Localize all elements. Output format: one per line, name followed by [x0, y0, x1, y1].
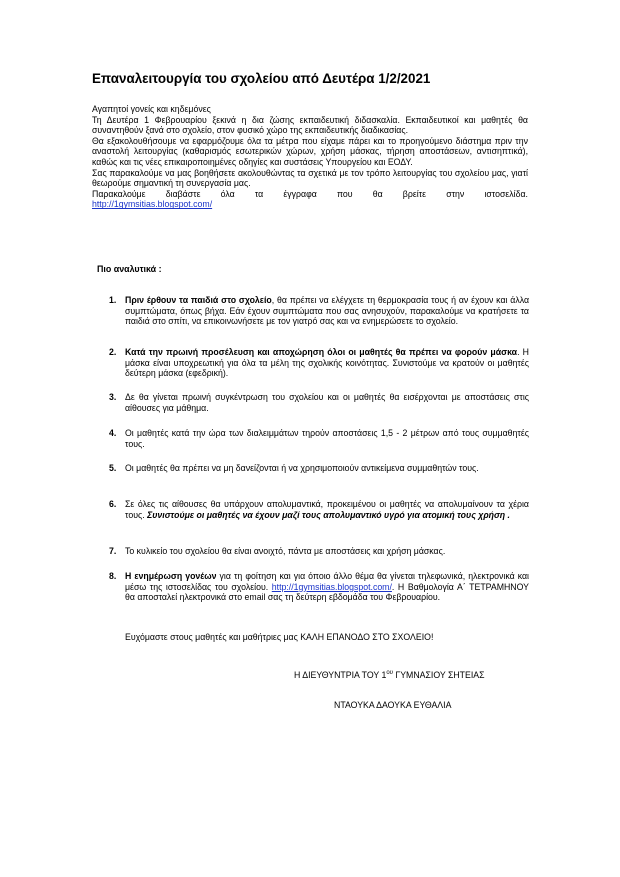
item-bold-text: Κατά την πρωινή προσέλευση και αποχώρηση όλοι οι μαθητές θα πρέπει να φορούν μάσκα: [125, 347, 518, 357]
item-number: 5.: [109, 463, 117, 473]
intro-paragraph: Θα εξακολουθήσουμε να εφαρμόζουμε όλα τα μέτρα που είχαμε πάρει και το προηγούμενο διάστημα πριν την αναστολή λειτουργίας (καθαρισμός εσωτερικών χώρων, χρήση μάσκας, τήρηση αποστάσεων, αντισηπτικά), καθώς και τις νέες επικαιροποιημένες οδηγίες και συστάσεις Υπουργείου και ΕΟΔΥ.: [92, 135, 528, 167]
item-number: 2.: [109, 347, 117, 357]
details-subheading: Πιο αναλυτικά :: [97, 264, 162, 274]
item-text: Δε θα γίνεται πρωινή συγκέντρωση του σχολείου και οι μαθητές θα εισέρχονται με αποστάσεις στις αίθουσες για μάθημα.: [125, 392, 529, 413]
list-item: [109, 295, 529, 327]
item-bold-italic-text: Συνιστούμε οι μαθητές να έχουν μαζί τους απολυμαντικό υγρό για ατομική τους χρήση .: [147, 509, 510, 520]
item-number: 8.: [109, 571, 117, 581]
signature-title: [294, 670, 485, 680]
item-text: . Η Βαθμολογία Α΄ ΤΕΤΡΑΜΗΝΟΥ θα αποσταλεί ηλεκτρονικά στο email σας τη δεύτερη εβδομάδα του Φεβρουαρίου.: [125, 581, 529, 603]
item-text: , θα πρέπει να ελέγχετε τη θερμοκρασία τους ή αν έχουν και άλλα συμπτώματα, όπως βήχα. Εάν έχουν συμπτώματα που σας ανησυχούν, παρακαλούμε να κρατήσετε τα παιδιά στο σπίτι, να επικοινωνήσετε με τον γιατρό σας και να ενημερώσετε το σχολείο.: [125, 295, 529, 327]
item-text: Το κυλικείο του σχολείου θα είναι ανοιχτό, πάντα με αποστάσεις και χρήση μάσκας.: [125, 546, 446, 556]
item-bold-text: Η ενημέρωση γονέων: [125, 571, 217, 581]
signature-title-suffix: ΓΥΜΝΑΣΙΟΥ ΣΗΤΕΙΑΣ: [392, 670, 485, 680]
intro-paragraph: Τη Δευτέρα 1 Φεβρουαρίου ξεκινά η δια ζώσης εκπαιδευτική διδασκαλία. Εκπαιδευτικοί και μαθητές θα συναντηθούν ξανά στο σχολείο, στον φυσικό χώρο της εκπαιδευτικής διαδικασίας.: [92, 114, 528, 136]
item-bold-text: Πριν έρθουν τα παιδιά στο σχολείο: [125, 295, 272, 305]
item-text: για τη φοίτηση και για όποιο άλλο θέμα θα γίνεται τηλεφωνικά, ηλεκτρονικά και μέσω της ιστοσελίδας του σχολείου.: [125, 571, 529, 592]
intro-section: [92, 104, 528, 210]
item-number: 3.: [109, 392, 117, 402]
closing-wishes: Ευχόμαστε στους μαθητές και μαθήτριες μας ΚΑΛΗ ΕΠΑΝΟΔΟ ΣΤΟ ΣΧΟΛΕΙΟ!: [125, 632, 434, 642]
item-number: 1.: [109, 295, 117, 305]
blog-link[interactable]: http://1gymsitias.blogspot.com/: [92, 199, 213, 210]
item-text: Σε όλες τις αίθουσες θα υπάρχουν απολυμαντικά, προκειμένου οι μαθητές να απολυμαίνουν τα χέρια τους.: [125, 499, 529, 520]
item-number: 6.: [109, 499, 117, 509]
list-item: [109, 428, 529, 449]
document-title: Επαναλειτουργία του σχολείου από Δευτέρα 1/2/2021: [92, 71, 431, 86]
intro-paragraph: Παρακαλούμε διαβάστε όλα τα έγγραφα που θα βρείτε στην ιστοσελίδα.: [92, 188, 528, 199]
list-item: [109, 546, 529, 557]
list-item: [109, 347, 529, 379]
item-text: Οι μαθητές κατά την ώρα των διαλειμμάτων τηρούν αποστάσεις 1,5 - 2 μέτρων από τους συμμαθητές τους.: [125, 428, 529, 449]
item-text: Οι μαθητές θα πρέπει να μη δανείζονται ή να χρησιμοποιούν αντικείμενα συμμαθητών τους.: [125, 463, 479, 473]
list-item: [109, 392, 529, 413]
signature-title-superscript: ου: [386, 670, 393, 677]
greeting: Αγαπητοί γονείς και κηδεμόνες: [92, 104, 211, 114]
list-item: [109, 571, 529, 603]
school-blog-link[interactable]: http://1gymsitias.blogspot.com/: [271, 581, 392, 592]
intro-paragraph: Σας παρακαλούμε να μας βοηθήσετε ακολουθώντας τα σχετικά με τον τρόπο λειτουργίας του σχολείου μας, γιατί θεωρούμε σημαντική τη συνεργασία μας.: [92, 167, 528, 189]
item-text: . Η μάσκα είναι υποχρεωτική για όλα τα μέλη της σχολικής κοινότητας. Συνιστούμε να κρατούν οι μαθητές δεύτερη μάσκα (εφεδρική).: [125, 347, 530, 379]
list-item: [109, 463, 529, 474]
signature-name: ΝΤΑΟΥΚΑ ΔΑΟΥΚΑ ΕΥΘΑΛΙΑ: [334, 700, 452, 710]
item-number: 4.: [109, 428, 117, 438]
signature-title-prefix: Η ΔΙΕΥΘΥΝΤΡΙΑ ΤΟΥ 1: [294, 670, 387, 680]
list-item: [109, 499, 529, 520]
item-number: 7.: [109, 546, 117, 556]
